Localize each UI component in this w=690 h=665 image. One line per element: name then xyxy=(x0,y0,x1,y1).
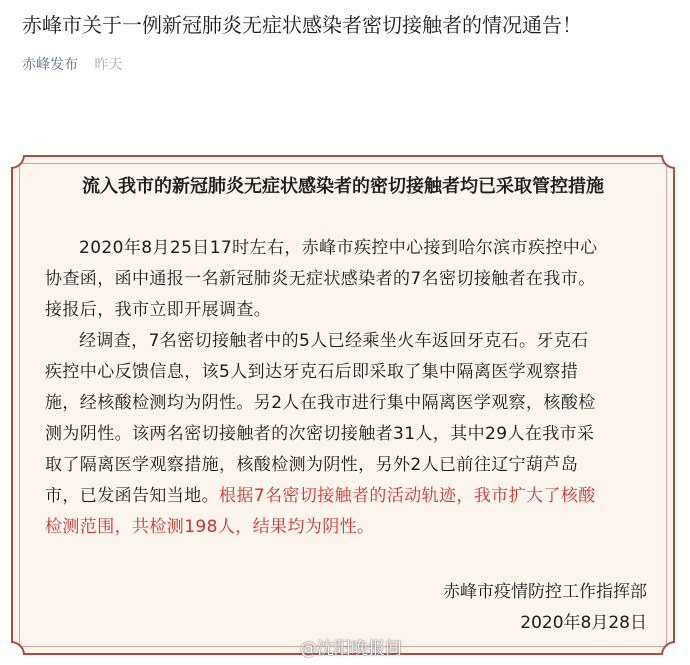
watermark: @沈阳晚报间 xyxy=(300,639,402,659)
notice-date: 2020年8月28日 xyxy=(520,613,647,633)
notice-line: 市，已发函告知当地。 xyxy=(45,486,219,506)
highlighted-text: 检测范围，共检测198人，结果均为阴性。 xyxy=(45,517,375,537)
article-header xyxy=(0,0,690,150)
article-title: 赤峰市关于一例新冠肺炎无症状感染者密切接触者的情况通告！ xyxy=(22,13,582,37)
notice-body xyxy=(45,233,655,543)
notice-line: 2020年8月25日17时左右，赤峰市疾控中心接到哈尔滨市疾控中心 xyxy=(79,238,598,258)
publish-time: 昨天 xyxy=(94,57,123,73)
notice-line: 施，经核酸检测均为阴性。另2人在我市进行集中隔离医学观察，核酸检 xyxy=(45,393,596,413)
notice-image xyxy=(11,155,675,655)
author-link[interactable]: 赤峰发布 xyxy=(22,57,78,73)
highlighted-text: 根据7名密切接触者的活动轨迹，我市扩大了核酸 xyxy=(219,486,596,506)
notice-line: 协查函，函中通报一名新冠肺炎无症状感染者的7名密切接触者在我市。 xyxy=(45,269,596,289)
notice-line: 测为阴性。该两名密切接触者的次密切接触者31人，其中29人在我市采 xyxy=(45,424,595,444)
notice-heading: 流入我市的新冠肺炎无症状感染者的密切接触者均已采取管控措施 xyxy=(82,176,604,197)
article-meta xyxy=(22,55,122,75)
notice-signature: 赤峰市疫情防控工作指挥部 xyxy=(443,582,647,602)
notice-line: 取了隔离医学观察措施，核酸检测为阴性，另外2人已前往辽宁葫芦岛 xyxy=(45,455,579,475)
notice-line-mixed xyxy=(45,481,655,512)
notice-line: 疾控中心反馈信息，该5人到达牙克石后即采取了集中隔离医学观察措 xyxy=(45,362,579,382)
notice-line: 接报后，我市立即开展调查。 xyxy=(45,300,272,320)
notice-line: 经调查，7名密切接触者中的5人已经乘坐火车返回牙克石。牙克石 xyxy=(79,331,589,351)
